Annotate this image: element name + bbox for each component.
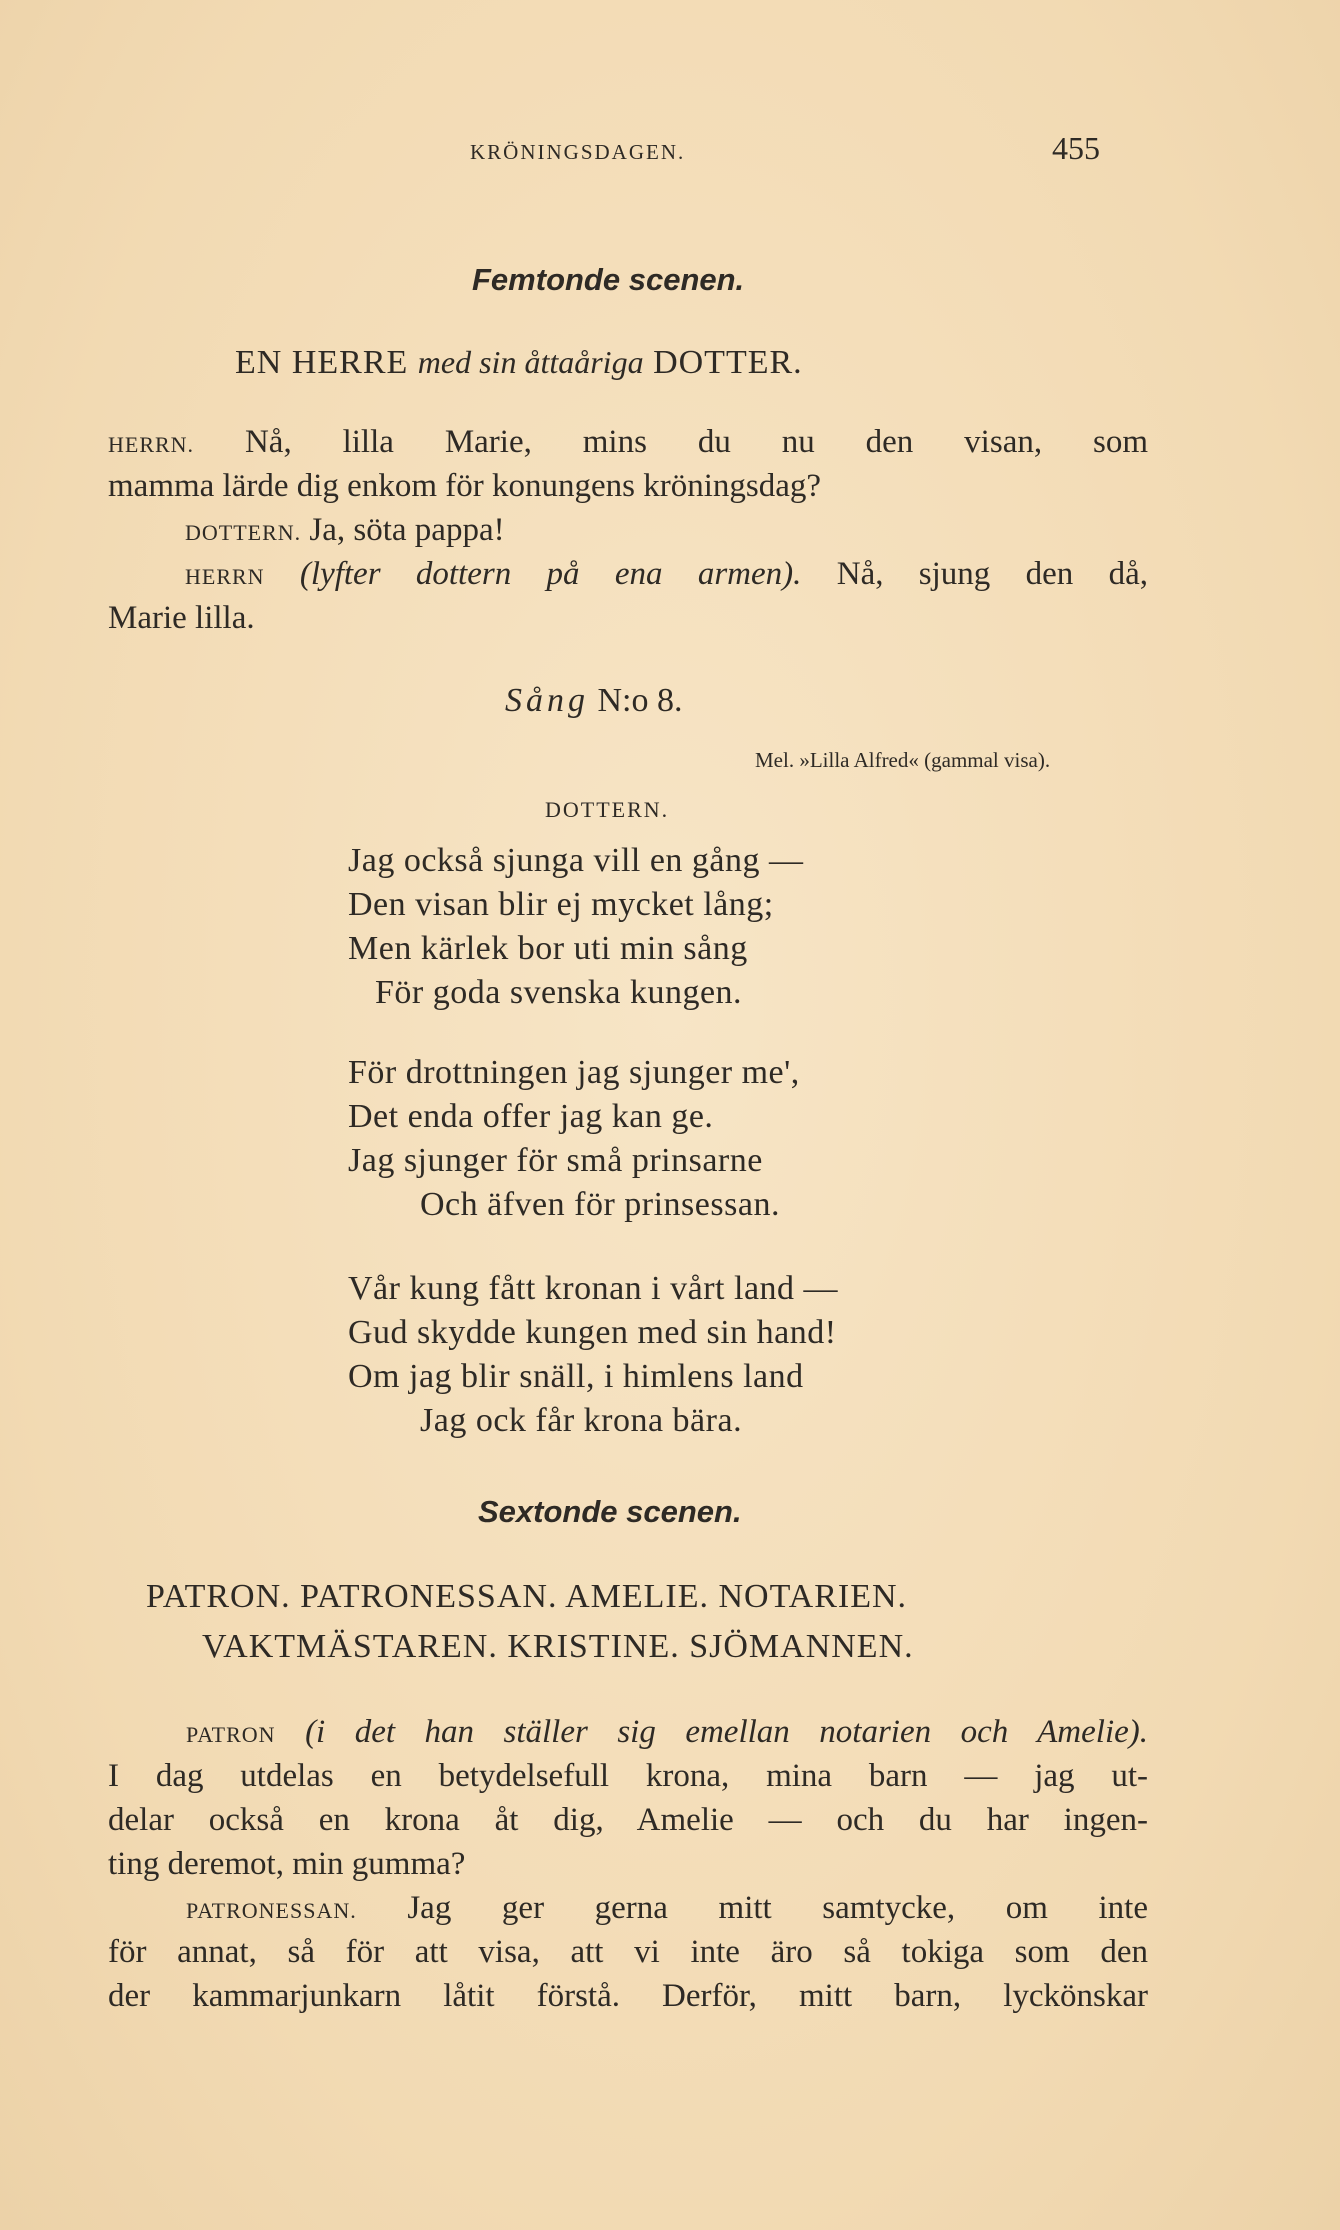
dialogue-line: ting deremot, min gumma? xyxy=(108,1846,466,1882)
verse-line: Vår kung fått kronan i vårt land — xyxy=(348,1270,839,1307)
speaker-patronessan: PATRONESSAN. xyxy=(186,1898,357,1923)
song-title: Sång N:o 8. xyxy=(505,682,683,719)
song-speaker: DOTTERN. xyxy=(545,797,670,822)
verse-line: Men kärlek bor uti min sång xyxy=(348,930,748,967)
verse-line: Om jag blir snäll, i himlens land xyxy=(348,1358,804,1395)
dialogue-line: HERRN (lyfter dottern på ena armen). Nå, sjung den då, xyxy=(185,556,1149,592)
stage-direction: (i det han ställer sig emellan notarien och Amelie). xyxy=(305,1714,1148,1750)
cast-italic-note: med sin åttaåriga xyxy=(417,344,644,380)
dialogue-line xyxy=(186,1710,1148,1757)
speaker-herrn: HERRN. xyxy=(108,432,195,457)
scene-16-title: Sextonde scenen. xyxy=(478,1494,742,1529)
dialogue-line: Marie lilla. xyxy=(108,600,255,636)
verse-line: Gud skydde kungen med sin hand! xyxy=(348,1314,837,1351)
verse-line: Jag ock får krona bära. xyxy=(420,1402,743,1439)
page-number: 455 xyxy=(1052,130,1100,166)
verse-line: Och äfven för prinsessan. xyxy=(420,1186,780,1223)
running-title: KRÖNINGSDAGEN. xyxy=(470,140,686,164)
scene-16-cast-line-2: VAKTMÄSTAREN. KRISTINE. SJÖMANNEN. xyxy=(202,1628,914,1665)
verse-line: Jag sjunger för små prinsarne xyxy=(348,1142,763,1179)
dialogue-line: mamma lärde dig enkom för konungens kröningsdag? xyxy=(108,468,821,504)
dialogue-line: der kammarjunkarn låtit förstå. Derför, mitt barn, lyckönskar xyxy=(108,1978,1148,2014)
cast-en-herre: EN HERRE xyxy=(235,344,409,381)
verse-line: Det enda offer jag kan ge. xyxy=(348,1098,714,1135)
verse-line: För drottningen jag sjunger me', xyxy=(348,1054,800,1091)
speaker-dottern: DOTTERN. xyxy=(185,520,302,545)
dialogue-line: delar också en krona åt dig, Amelie — och du har ingen- xyxy=(108,1802,1148,1838)
dialogue-line: DOTTERN. Ja, söta pappa! xyxy=(185,512,505,548)
verse-line: För goda svenska kungen. xyxy=(375,974,743,1011)
speaker-herrn: HERRN xyxy=(185,564,265,589)
melody-note: Mel. »Lilla Alfred« (gammal visa). xyxy=(755,748,1051,772)
scene-16-cast-line-1: PATRON. PATRONESSAN. AMELIE. NOTARIEN. xyxy=(146,1578,908,1615)
speaker-patron: PATRON xyxy=(186,1722,276,1747)
dialogue-line: HERRN. Nå, lilla Marie, mins du nu den visan, som xyxy=(108,424,1149,460)
scene-15-cast xyxy=(235,344,803,382)
stage-direction: (lyfter dottern på ena armen). xyxy=(299,556,802,592)
dialogue-line: för annat, så för att visa, att vi inte äro så tokiga som den xyxy=(108,1934,1148,1970)
verse-line: Den visan blir ej mycket lång; xyxy=(348,886,774,923)
dialogue-line: I dag utdelas en betydelsefull krona, mina barn — jag ut- xyxy=(108,1758,1148,1794)
dialogue-line: PATRONESSAN. Jag ger gerna mitt samtycke, om inte xyxy=(186,1890,1148,1926)
verse-line: Jag också sjunga vill en gång — xyxy=(348,842,804,879)
scene-15-title: Femtonde scenen. xyxy=(472,262,745,297)
cast-dotter: DOTTER. xyxy=(653,344,803,381)
